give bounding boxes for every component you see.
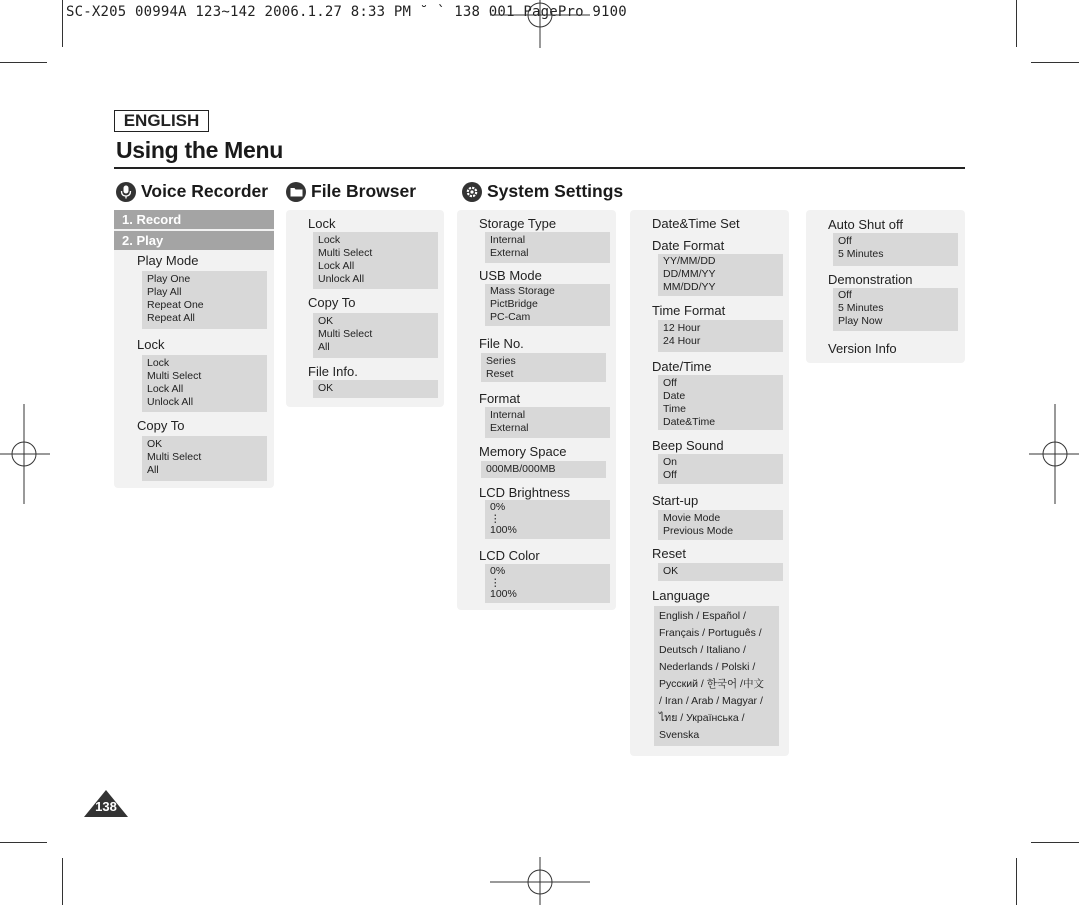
option[interactable]: 24 Hour (663, 335, 701, 347)
option[interactable]: ไทย / Українська / (659, 712, 745, 724)
memory-space-label: Memory Space (479, 444, 567, 459)
format-label: Format (479, 391, 521, 406)
option[interactable]: Play Now (838, 315, 883, 327)
gear-icon (462, 182, 482, 202)
option[interactable]: Internal (490, 234, 526, 246)
option[interactable]: 100% (490, 588, 517, 600)
print-header: SC-X205 00994A 123~142 2006.1.27 8:33 PM ˘ ` 138 001 PagePro 9100 (66, 4, 627, 20)
option[interactable]: MM/DD/YY (663, 281, 716, 293)
option[interactable]: 5 Minutes (838, 248, 884, 260)
option[interactable]: Lock All (147, 383, 184, 395)
memory-space-value (481, 461, 606, 478)
option[interactable]: Series (486, 355, 516, 367)
option[interactable]: PC-Cam (490, 311, 531, 323)
play-menu-item[interactable]: 2. Play (114, 231, 274, 250)
file-no-options[interactable] (481, 353, 606, 382)
language-options[interactable] (654, 606, 779, 746)
language-label: Language (652, 588, 710, 603)
crop-mark (1016, 0, 1017, 47)
language-badge: ENGLISH (114, 110, 209, 132)
option[interactable]: Internal (490, 409, 526, 421)
option[interactable]: OK (318, 382, 334, 394)
file-browser-title: File Browser (311, 181, 417, 201)
record-menu-item[interactable]: 1. Record (114, 210, 274, 229)
voice-recorder-title: Voice Recorder (141, 181, 269, 201)
date-format-label: Date Format (652, 238, 725, 253)
option[interactable]: Date (663, 390, 686, 402)
option[interactable]: Multi Select (318, 247, 373, 259)
registration-mark-top (490, 0, 590, 48)
option[interactable]: Off (838, 289, 852, 301)
vr-lock-label: Lock (137, 337, 165, 352)
registration-mark-left (0, 404, 50, 504)
reset-label: Reset (652, 546, 686, 561)
option[interactable]: ⋮ (490, 576, 501, 589)
option[interactable]: Русский / 한국어 /中文 (659, 678, 764, 690)
voice-recorder-heading (116, 181, 268, 202)
option[interactable]: ⋮ (490, 512, 501, 525)
system-settings-heading (462, 181, 623, 202)
option[interactable]: Reset (486, 368, 514, 380)
option[interactable]: Play One (147, 273, 191, 285)
option[interactable]: Repeat All (147, 312, 195, 324)
date-time-label: Date/Time (652, 359, 712, 374)
lcd-color-options[interactable] (485, 564, 610, 603)
option[interactable]: English / Español / (659, 610, 746, 622)
option[interactable]: DD/MM/YY (663, 268, 716, 280)
option[interactable]: YY/MM/DD (663, 255, 716, 267)
reset-options[interactable] (658, 563, 783, 581)
option[interactable]: Multi Select (147, 451, 202, 463)
fb-lock-options[interactable] (313, 232, 438, 289)
crop-mark (1031, 842, 1079, 843)
option[interactable]: Repeat One (147, 299, 204, 311)
option[interactable]: Multi Select (318, 328, 373, 340)
beep-sound-options[interactable] (658, 454, 783, 484)
registration-mark-bottom (490, 857, 590, 905)
option[interactable]: All (147, 464, 159, 476)
page-title: Using the Menu (116, 137, 284, 163)
option[interactable]: Date&Time (663, 416, 716, 428)
option[interactable]: OK (318, 315, 334, 327)
title-divider (114, 167, 965, 169)
option[interactable]: 5 Minutes (838, 302, 884, 314)
option[interactable]: Time (663, 403, 686, 415)
option[interactable]: PictBridge (490, 298, 538, 310)
crop-mark (62, 858, 63, 905)
fb-lock-label: Lock (308, 216, 336, 231)
vr-copy-to-options[interactable] (142, 436, 267, 481)
date-time-options[interactable] (658, 375, 783, 430)
option[interactable]: Lock All (318, 260, 355, 272)
storage-type-options[interactable] (485, 232, 610, 263)
folder-icon (286, 182, 306, 202)
lcd-color-label: LCD Color (479, 548, 540, 563)
time-format-label: Time Format (652, 303, 726, 318)
option[interactable]: Play All (147, 286, 182, 298)
option[interactable]: Lock (147, 357, 170, 369)
file-no-label: File No. (479, 336, 524, 351)
demonstration-options[interactable] (833, 288, 958, 331)
option[interactable]: OK (663, 565, 679, 577)
version-info-label: Version Info (828, 341, 897, 356)
option[interactable]: On (663, 456, 678, 468)
crop-mark (62, 0, 63, 47)
option[interactable]: 0% (490, 501, 506, 513)
usb-mode-label: USB Mode (479, 268, 542, 283)
crop-mark (0, 842, 47, 843)
option[interactable]: Off (663, 377, 677, 389)
file-info-label: File Info. (308, 364, 358, 379)
vr-copy-to-label: Copy To (137, 418, 185, 433)
crop-mark (1031, 62, 1079, 63)
registration-mark-right (1029, 404, 1079, 504)
option[interactable]: Lock (318, 234, 341, 246)
option[interactable]: OK (147, 438, 163, 450)
file-browser-heading (286, 181, 416, 202)
play-mode-label: Play Mode (137, 253, 199, 268)
option[interactable]: Multi Select (147, 370, 202, 382)
demonstration-label: Demonstration (828, 272, 913, 287)
option[interactable]: 12 Hour (663, 322, 701, 334)
vr-lock-options[interactable] (142, 355, 267, 412)
auto-shut-off-options[interactable] (833, 233, 958, 266)
format-options[interactable] (485, 407, 610, 438)
option[interactable]: 0% (490, 565, 506, 577)
lcd-brightness-label: LCD Brightness (479, 485, 571, 500)
option[interactable]: Svenska (659, 729, 700, 741)
option[interactable]: 100% (490, 524, 517, 536)
file-info-options[interactable] (313, 380, 438, 398)
option[interactable]: Nederlands / Polski / (659, 661, 756, 673)
storage-type-label: Storage Type (479, 216, 557, 231)
microphone-icon (116, 182, 136, 202)
lcd-brightness-options[interactable] (485, 500, 610, 539)
option: 000MB/000MB (486, 463, 556, 475)
play-mode-options[interactable] (142, 271, 267, 329)
fb-copy-to-label: Copy To (308, 295, 356, 310)
crop-mark (1016, 858, 1017, 905)
option[interactable]: Mass Storage (490, 285, 555, 297)
page-number: 138 (95, 799, 117, 814)
option[interactable]: Movie Mode (663, 512, 721, 524)
start-up-label: Start-up (652, 493, 699, 508)
usb-mode-options[interactable] (485, 284, 610, 326)
crop-mark (0, 62, 47, 63)
date-format-options[interactable] (658, 254, 783, 296)
auto-shut-off-label: Auto Shut off (828, 217, 903, 232)
beep-sound-label: Beep Sound (652, 438, 724, 453)
option[interactable]: Off (663, 469, 677, 481)
option[interactable]: / Iran / Arab / Magyar / (659, 695, 763, 707)
option[interactable]: Unlock All (147, 396, 194, 408)
option[interactable]: Deutsch / Italiano / (659, 644, 746, 656)
time-format-options[interactable] (658, 320, 783, 352)
option[interactable]: Off (838, 235, 852, 247)
option[interactable]: Unlock All (318, 273, 365, 285)
start-up-options[interactable] (658, 510, 783, 540)
option[interactable]: Previous Mode (663, 525, 734, 537)
date-time-set-label: Date&Time Set (652, 216, 740, 231)
fb-copy-to-options[interactable] (313, 313, 438, 358)
option[interactable]: External (490, 422, 529, 434)
option[interactable]: All (318, 341, 330, 353)
system-settings-title: System Settings (487, 181, 624, 201)
option[interactable]: External (490, 247, 529, 259)
option[interactable]: Français / Português / (659, 627, 762, 639)
